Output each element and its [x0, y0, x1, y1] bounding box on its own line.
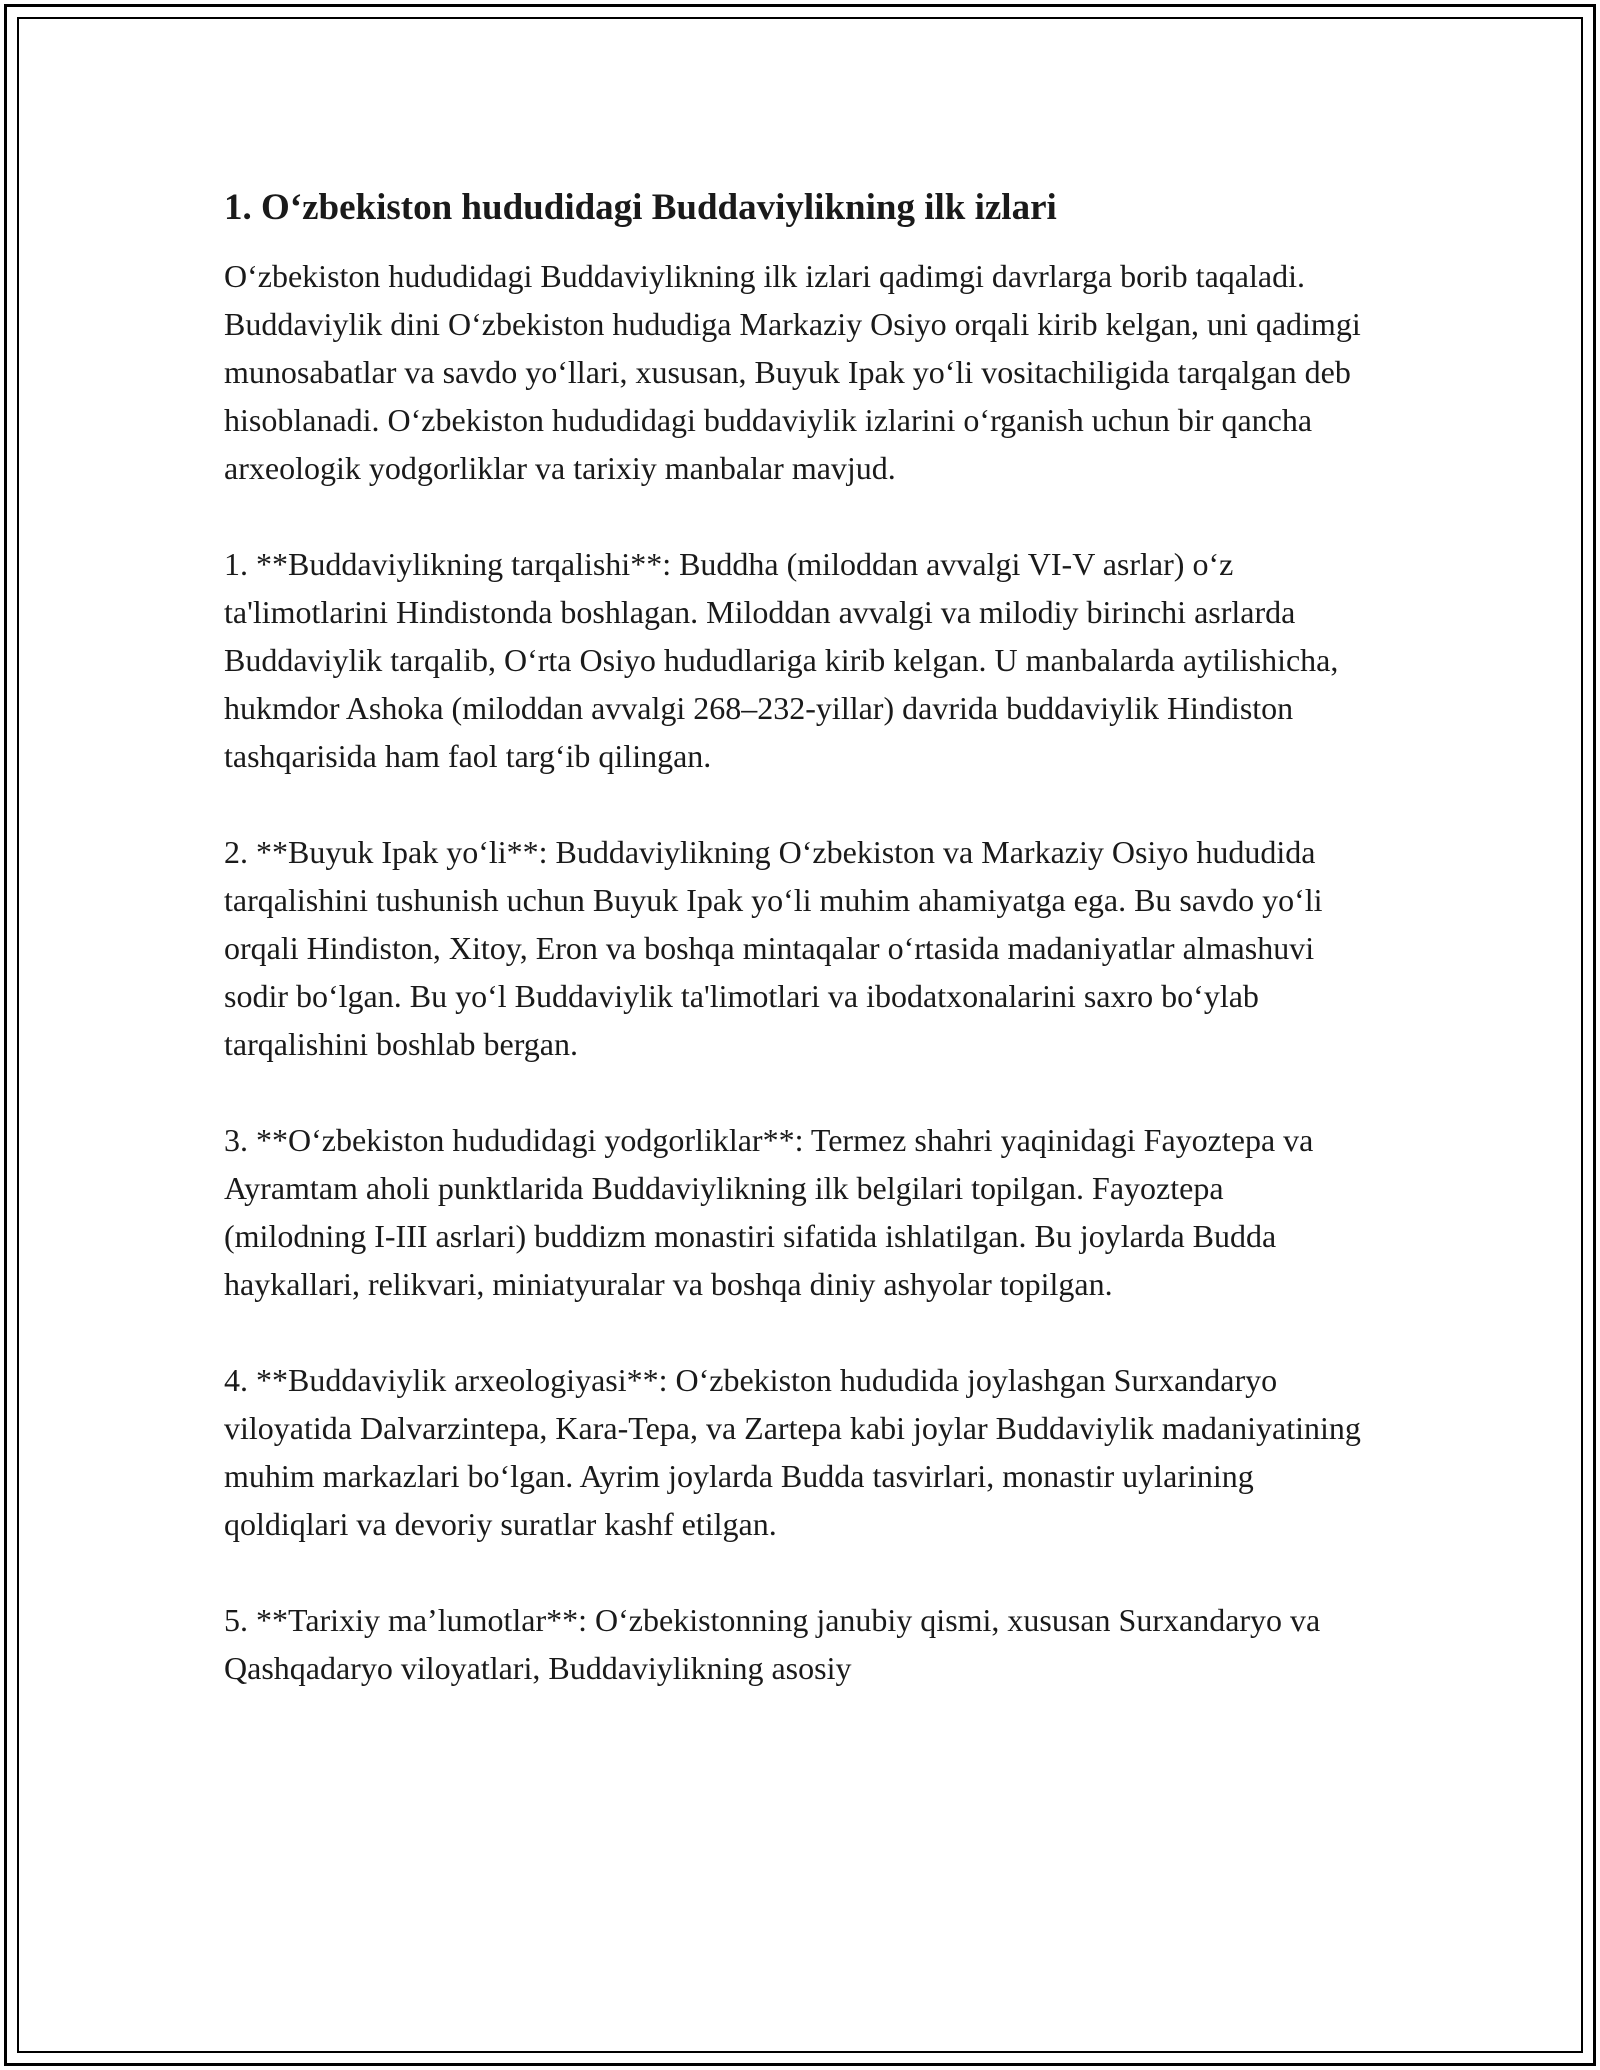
list-item-4: 4. **Buddaviylik arxeologiyasi**: Oʻzbekiston hududida joylashgan Surxandaryo viloyatida Dalvarzintepa, Kara-Tepa, va Zartepa kabi joylar Buddaviylik madaniyatining muhim markazlari boʻlgan. Ayrim joylarda Budda tasvirlari, monastir uylarining qoldiqlari va devoriy suratlar kashf etilgan.: [224, 1362, 1361, 1542]
list-item-5: 5. **Tarixiy ma’lumotlar**: Oʻzbekistonning janubiy qismi, xususan Surxandaryo va Qashqadaryo viloyatlari, Buddaviylikning asosiy: [224, 1602, 1321, 1686]
section-heading: 1. Oʻzbekiston hududidagi Buddaviylikning ilk izlari: [224, 187, 1057, 228]
list-item-1: 1. **Buddaviylikning tarqalishi**: Buddha (miloddan avvalgi VI-V asrlar) oʻz ta'limotlarini Hindistonda boshlagan. Miloddan avvalgi va milodiy birinchi asrlarda Buddaviylik tarqalib, Oʻrta Osiyo hududlariga kirib kelgan. U manbalarda aytilishicha, hukmdor Ashoka (miloddan avvalgi 268–232-yillar) davrida buddaviylik Hindiston tashqarisida ham faol targʻib qilingan.: [224, 546, 1339, 774]
document-body: [224, 184, 1370, 1740]
list-item-3: 3. **Oʻzbekiston hududidagi yodgorliklar**: Termez shahri yaqinidagi Fayoztepa va Ayramtam aholi punktlarida Buddaviylikning ilk belgilari topilgan. Fayoztepa (milodning I-III asrlari) buddizm monastiri sifatida ishlatilgan. Bu joylarda Budda haykallari, relikvari, miniatyuralar va boshqa diniy ashyolar topilgan.: [224, 1122, 1314, 1302]
intro-paragraph: Oʻzbekiston hududidagi Buddaviylikning ilk izlari qadimgi davrlarga borib taqaladi. Buddaviylik dini Oʻzbekiston hududiga Markaziy Osiyo orqali kirib kelgan, uni qadimgi munosabatlar va savdo yoʻllari, xususan, Buyuk Ipak yoʻli vositachiligida tarqalgan deb hisoblanadi. Oʻzbekiston hududidagi buddaviylik izlarini oʻrganish uchun bir qancha arxeologik yodgorliklar va tarixiy manbalar mavjud.: [224, 258, 1361, 486]
list-item-2: 2. **Buyuk Ipak yoʻli**: Buddaviylikning Oʻzbekiston va Markaziy Osiyo hududida tarqalishini tushunish uchun Buyuk Ipak yoʻli muhim ahamiyatga ega. Bu savdo yoʻli orqali Hindiston, Xitoy, Eron va boshqa mintaqalar oʻrtasida madaniyatlar almashuvi sodir boʻlgan. Bu yoʻl Buddaviylik ta'limotlari va ibodatxonalarini saxro boʻylab tarqalishini boshlab bergan.: [224, 834, 1323, 1062]
